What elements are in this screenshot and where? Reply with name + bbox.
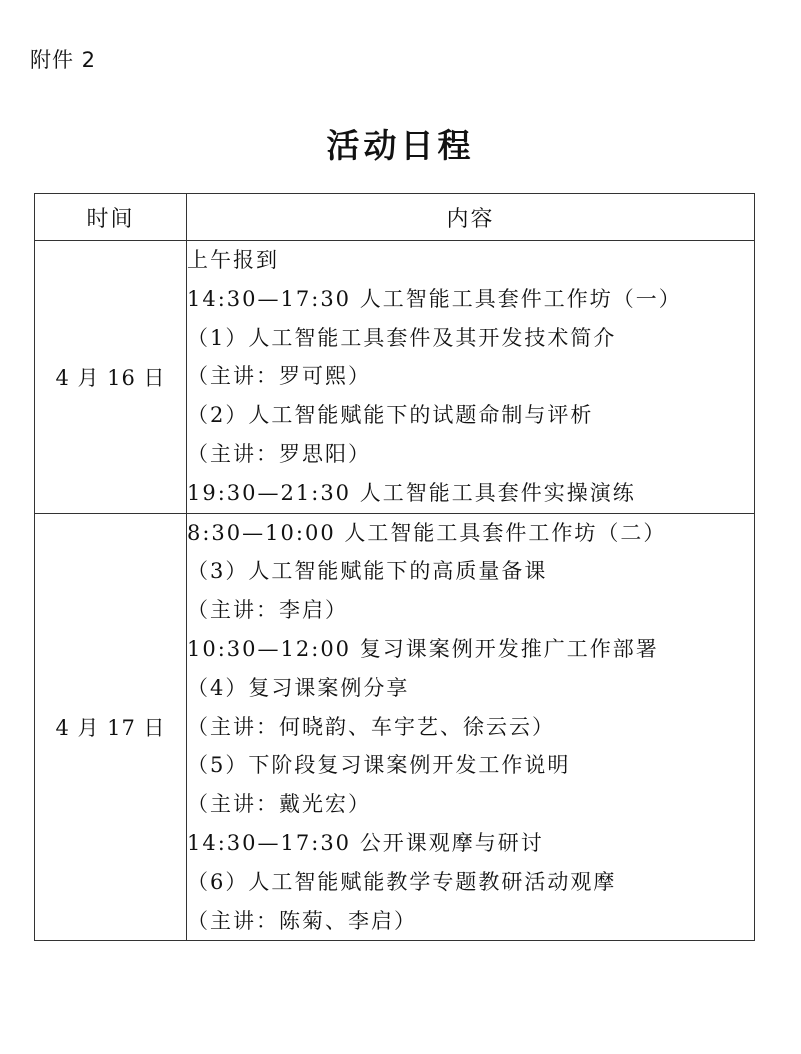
- schedule-line: 上午报到: [187, 248, 279, 272]
- schedule-line: （主讲：罗思阳）: [187, 441, 371, 466]
- schedule-line: （主讲：罗可熙）: [187, 364, 371, 389]
- schedule-line: 19:30—21:30 人工智能工具套件实操演练: [187, 480, 636, 505]
- header-content: 内容: [187, 194, 755, 241]
- schedule-line: （2）人工智能赋能下的试题命制与评析: [187, 403, 594, 428]
- schedule-line: （5）下阶段复习课案例开发工作说明: [187, 753, 571, 778]
- schedule-line: 14:30—17:30 公开课观摩与研讨: [187, 830, 544, 855]
- header-time: 时间: [35, 194, 187, 241]
- schedule-line: （4）复习课案例分享: [187, 675, 410, 700]
- schedule-line: （3）人工智能赋能下的高质量备课: [187, 559, 548, 584]
- schedule-line: （主讲：何晓韵、车宇艺、徐云云）: [187, 714, 555, 739]
- schedule-line: （主讲：戴光宏）: [187, 792, 371, 817]
- schedule-line: 10:30—12:00 复习课案例开发推广工作部署: [187, 636, 659, 661]
- schedule-line: （1）人工智能工具套件及其开发技术简介: [187, 325, 617, 350]
- schedule-body: [35, 241, 755, 941]
- date-cell: 4 月 17 日: [35, 513, 187, 941]
- attachment-label: 附件 2: [30, 48, 97, 72]
- content-cell: [187, 241, 755, 514]
- table-row: [35, 513, 755, 941]
- schedule-line: （主讲：李启）: [187, 598, 348, 623]
- schedule-line: （主讲：陈菊、李启）: [187, 908, 417, 933]
- schedule-table: [34, 193, 755, 941]
- table-row: [35, 241, 755, 514]
- table-header-row: [35, 194, 755, 241]
- document-title: 活动日程: [326, 126, 475, 165]
- schedule-line: （6）人工智能赋能教学专题教研活动观摩: [187, 869, 617, 894]
- schedule-line: 14:30—17:30 人工智能工具套件工作坊（一）: [187, 286, 682, 311]
- content-cell: [187, 513, 755, 941]
- schedule-line: 8:30—10:00 人工智能工具套件工作坊（二）: [187, 520, 667, 545]
- date-cell: 4 月 16 日: [35, 241, 187, 514]
